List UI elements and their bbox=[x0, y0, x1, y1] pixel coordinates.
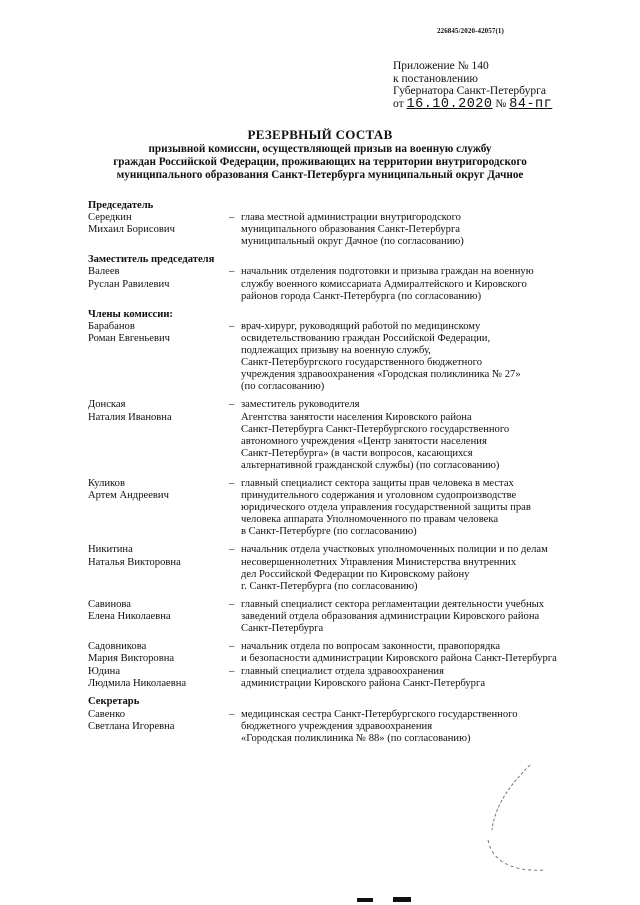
member-surname: Валеев bbox=[88, 266, 120, 278]
role-line: и безопасности администрации Кировского района Санкт-Петербурга bbox=[241, 653, 557, 665]
role-line: глава местной администрации внутригородского bbox=[241, 212, 461, 224]
member-role bbox=[241, 212, 618, 248]
role-line: врач-хирург, руководящий работой по медицинскому bbox=[241, 320, 481, 332]
document-title: РЕЗЕРВНЫЙ СОСТАВ bbox=[247, 127, 393, 142]
member-row bbox=[88, 478, 618, 538]
member-surname: Донская bbox=[88, 399, 126, 411]
role-line: автономного учреждения «Центр занятости населения bbox=[241, 435, 487, 447]
dash-separator: – bbox=[229, 477, 235, 489]
role-line: Санкт-Петербурга Санкт-Петербургского государственного bbox=[241, 423, 510, 435]
member-name bbox=[88, 212, 229, 248]
role-line: дел Российской Федерации по Кировскому району bbox=[241, 568, 470, 580]
subtitle-line: граждан Российской Федерации, проживающих на территории внутригородского bbox=[113, 155, 527, 168]
member-given-name: Михаил Борисович bbox=[88, 224, 175, 236]
role-line: начальник отдела участковых уполномоченных полиции и по делам bbox=[241, 544, 548, 556]
section-heading: Заместитель председателя bbox=[88, 254, 215, 266]
member-row bbox=[88, 641, 618, 665]
dash-separator: – bbox=[229, 708, 235, 720]
member-name bbox=[88, 709, 229, 745]
member-name bbox=[88, 641, 229, 665]
role-line: Агентства занятости населения Кировского района bbox=[241, 411, 472, 423]
role-line: Санкт-Петербургского государственного бюджетного bbox=[241, 357, 483, 369]
member-role bbox=[241, 266, 618, 302]
role-line: альтернативной гражданской службы) (по согласованию) bbox=[241, 459, 500, 471]
member-given-name: Елена Николаевна bbox=[88, 610, 171, 622]
appendix-block bbox=[393, 60, 552, 111]
section-heading: Председатель bbox=[88, 200, 154, 211]
signature-mark bbox=[355, 893, 415, 903]
member-name bbox=[88, 478, 229, 538]
document-reference-number: 226845/2020-42057(1) bbox=[437, 27, 504, 35]
appendix-line-3: Губернатора Санкт-Петербурга bbox=[393, 85, 546, 98]
role-line: заместитель руководителя bbox=[241, 399, 360, 411]
role-line: муниципальный округ Дачное (по согласованию) bbox=[241, 236, 464, 248]
member-name bbox=[88, 544, 229, 592]
member-given-name: Людмила Николаевна bbox=[88, 678, 187, 690]
member-name bbox=[88, 399, 229, 472]
member-given-name: Наталья Викторовна bbox=[88, 556, 181, 568]
member-name bbox=[88, 666, 229, 690]
role-line: подлежащих призыву на военную службу, bbox=[241, 345, 431, 357]
appendix-date-line bbox=[393, 98, 552, 112]
member-row bbox=[88, 212, 618, 248]
dash-separator: – bbox=[229, 320, 235, 332]
appendix-number: 84-пг bbox=[509, 96, 553, 112]
member-row bbox=[88, 544, 618, 592]
dash-separator: – bbox=[229, 212, 235, 224]
role-line: медицинская сестра Санкт-Петербургского государственного bbox=[241, 708, 518, 720]
member-surname: Савенко bbox=[88, 708, 125, 720]
role-line: главный специалист отдела здравоохранения bbox=[241, 666, 444, 678]
document-subtitle bbox=[0, 143, 640, 181]
subtitle-line: муниципального образования Санкт-Петербурга муниципальный округ Дачное bbox=[116, 168, 524, 181]
appendix-line-2: к постановлению bbox=[393, 72, 478, 85]
member-role bbox=[241, 599, 618, 635]
member-given-name: Мария Викторовна bbox=[88, 653, 175, 665]
member-given-name: Артем Андреевич bbox=[88, 490, 169, 502]
role-line: учреждения здравоохранения «Городская поликлиника № 27» bbox=[241, 369, 521, 381]
commission-composition bbox=[88, 200, 618, 751]
appendix-line-1: Приложение № 140 bbox=[393, 60, 489, 72]
member-surname: Куликов bbox=[88, 477, 125, 489]
stamp-mark bbox=[470, 760, 560, 880]
dash-separator: – bbox=[229, 598, 235, 610]
date-prefix: от bbox=[393, 97, 404, 110]
member-row bbox=[88, 399, 618, 472]
role-line: несовершеннолетних Управления Министерства внутренних bbox=[241, 556, 517, 568]
role-line: принудительного содержания и уголовном судопроизводстве bbox=[241, 490, 517, 502]
member-row bbox=[88, 666, 618, 690]
role-line: главный специалист сектора регламентации деятельности учебных bbox=[241, 598, 545, 610]
member-name bbox=[88, 321, 229, 394]
member-surname: Середкин bbox=[88, 212, 132, 224]
member-surname: Барабанов bbox=[88, 320, 135, 332]
member-role bbox=[241, 709, 618, 745]
member-surname: Никитина bbox=[88, 544, 133, 556]
role-line: начальник отдела по вопросам законности, правопорядка bbox=[241, 641, 501, 653]
member-role bbox=[241, 641, 618, 665]
role-line: г. Санкт-Петербурга (по согласованию) bbox=[241, 580, 418, 592]
role-line: районов города Санкт-Петербурга (по согласованию) bbox=[241, 290, 482, 302]
role-line: начальник отделения подготовки и призыва граждан на военную bbox=[241, 266, 534, 278]
role-line: муниципального образования Санкт-Петербурга bbox=[241, 224, 460, 236]
dash-separator: – bbox=[229, 641, 235, 653]
subtitle-line: призывной комиссии, осуществляющей призыв на военную службу bbox=[148, 143, 492, 155]
role-line: освидетельствованию граждан Российской Федерации, bbox=[241, 332, 491, 344]
member-row bbox=[88, 709, 618, 745]
dash-separator: – bbox=[229, 399, 235, 411]
appendix-date: 16.10.2020 bbox=[406, 96, 493, 112]
role-line: администрации Кировского района Санкт-Петербурга bbox=[241, 678, 486, 690]
section-heading: Секретарь bbox=[88, 696, 140, 708]
role-line: юридического отдела управления государственной защиты прав bbox=[241, 502, 531, 514]
member-surname: Савинова bbox=[88, 598, 131, 610]
member-role bbox=[241, 478, 618, 538]
dash-separator: – bbox=[229, 666, 235, 678]
section-heading: Члены комиссии: bbox=[88, 308, 173, 320]
member-given-name: Светлана Игоревна bbox=[88, 720, 175, 732]
role-line: в Санкт-Петербурге (по согласованию) bbox=[241, 526, 417, 538]
member-given-name: Наталия Ивановна bbox=[88, 411, 172, 423]
role-line: главный специалист сектора защиты прав человека в местах bbox=[241, 477, 514, 489]
member-name bbox=[88, 599, 229, 635]
member-row bbox=[88, 266, 618, 302]
role-line: Санкт-Петербурга» (в части вопросов, касающихся bbox=[241, 447, 473, 459]
member-name bbox=[88, 266, 229, 302]
member-given-name: Роман Евгеньевич bbox=[88, 332, 170, 344]
dash-separator: – bbox=[229, 544, 235, 556]
member-row bbox=[88, 599, 618, 635]
member-surname: Садовникова bbox=[88, 641, 147, 653]
member-row bbox=[88, 321, 618, 394]
role-line: (по согласованию) bbox=[241, 381, 325, 393]
member-role bbox=[241, 544, 618, 592]
role-line: бюджетного учреждения здравоохранения bbox=[241, 720, 433, 732]
role-line: заведений отдела образования администрации Кировского района bbox=[241, 610, 540, 622]
role-line: «Городская поликлиника № 88» (по согласованию) bbox=[241, 732, 471, 744]
member-role bbox=[241, 666, 618, 690]
role-line: службу военного комиссариата Адмиралтейского и Кировского bbox=[241, 278, 527, 290]
member-surname: Юдина bbox=[88, 666, 121, 678]
member-given-name: Руслан Равилевич bbox=[88, 278, 170, 290]
number-prefix: № bbox=[495, 97, 507, 110]
dash-separator: – bbox=[229, 266, 235, 278]
member-role bbox=[241, 321, 618, 394]
member-role bbox=[241, 399, 618, 472]
role-line: человека аппарата Уполномоченного по правам человека bbox=[241, 514, 499, 526]
role-line: Санкт-Петербурга bbox=[241, 623, 324, 634]
